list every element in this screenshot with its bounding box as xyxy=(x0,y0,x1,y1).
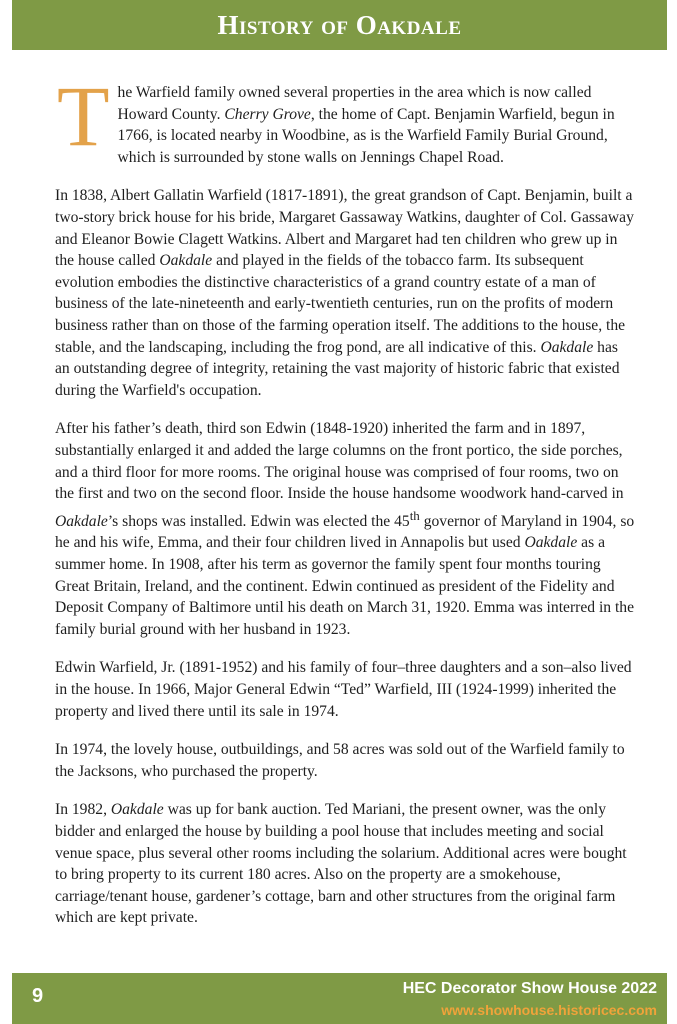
text-span: After his father’s death, third son Edwin (1848-1920) inherited the farm and in 1897, substantially enlarged it and added the large columns on the front portico, the side porches, and a third floor for more rooms. The original house was comprised of four rooms, two on the first and two on the second floor. Inside the house handsome woodwork hand-carved in xyxy=(55,420,624,503)
paragraph-5 xyxy=(55,739,635,782)
text-span: In 1974, the lovely house, outbuildings, and 58 acres was sold out of the Warfield family to the Jacksons, who purchased the property. xyxy=(55,741,625,780)
text-span: In 1838, Albert Gallatin Warfield (1817-1891), the great grandson of Capt. Benjamin, built a two-story brick house for his bride, Margaret Gassaway Watkins, daughter of Col. Gassaway and Eleanor Bowie Clagett Watkins. Albert and Margaret had ten children who grew up in the house called xyxy=(55,187,634,270)
header-bar xyxy=(12,0,667,50)
paragraph-1 xyxy=(55,68,635,168)
ordinal-suffix: th xyxy=(409,507,420,523)
text-span: , the home of Capt. Benjamin Warfield, begun in 1766, is located nearby in Woodbine, as is the Warfield Family Burial Ground, which is surrounded by stone walls on Jennings Chapel Road. xyxy=(117,105,615,166)
italic-title: Oakdale xyxy=(110,801,164,819)
footer-url[interactable]: www.showhouse.historicec.com xyxy=(441,1002,657,1018)
paragraph-6 xyxy=(55,799,635,929)
text-span: governor of Maryland in 1904, so he and his wife, Emma, and their four children lived in Annapolis but used xyxy=(55,512,635,552)
text-span: Edwin Warfield, Jr. (1891-1952) and his family of four–three daughters and a son–also lived in the house. In 1966, Major General Edwin “Ted” Warfield, III (1924-1999) inherited the property and lived there until its sale in 1974. xyxy=(55,659,632,720)
italic-title: Oakdale xyxy=(540,338,594,356)
drop-cap: T xyxy=(57,68,110,164)
page-title: History of Oakdale xyxy=(217,9,462,40)
text-span: and played in the fields of the tobacco farm. Its subsequent evolution embodies the distinctive characteristics of a grand country estate of a man of business of the late-nineteenth and early-twentieth centuries, run on the profits of modern business rather than on those of the farming operation itself. The additions to the house, the stable, and the landscaping, including the frog pond, are all indicative of this. xyxy=(55,252,626,356)
footer-title: HEC Decorator Show House 2022 xyxy=(402,980,657,997)
paragraph-3 xyxy=(55,418,635,640)
footer-bar xyxy=(12,973,667,1024)
text-span: ’s shops was installed. Edwin was elected the 45 xyxy=(107,512,410,530)
italic-title: Oakdale xyxy=(55,512,108,530)
text-span: he Warfield family owned several properties in the area which is now called Howard County. xyxy=(117,84,592,123)
article-body xyxy=(55,68,635,946)
italic-title: Oakdale xyxy=(159,252,213,270)
text-span: as a summer home. In 1908, after his term as governor the family spent four months touring Great Britain, Ireland, and the continent. Edwin continued as president of the Fidelity and Deposit Company of Baltimore until his death on March 31, 1920. Emma was interred in the family burial ground with her husband in 1923. xyxy=(55,534,635,638)
text-span: In 1982, xyxy=(55,801,111,819)
italic-title: Cherry Grove xyxy=(224,105,311,123)
text-span: has an outstanding degree of integrity, retaining the vast majority of historic fabric that existed during the Warfield's occupation. xyxy=(55,338,620,399)
italic-title: Oakdale xyxy=(524,534,578,552)
paragraph-4 xyxy=(55,657,635,722)
page-number: 9 xyxy=(32,985,44,1007)
text-span: was up for bank auction. Ted Mariani, the present owner, was the only bidder and enlarged the house by building a pool house that includes meeting and social venue space, plus several other rooms including the solarium. Additional acres were bought to bring property to its current 180 acres. Also on the property are a smokehouse, carriage/tenant house, gardener’s cottage, barn and other structures from the original farm which are kept private. xyxy=(55,801,627,927)
paragraph-2 xyxy=(55,185,635,401)
